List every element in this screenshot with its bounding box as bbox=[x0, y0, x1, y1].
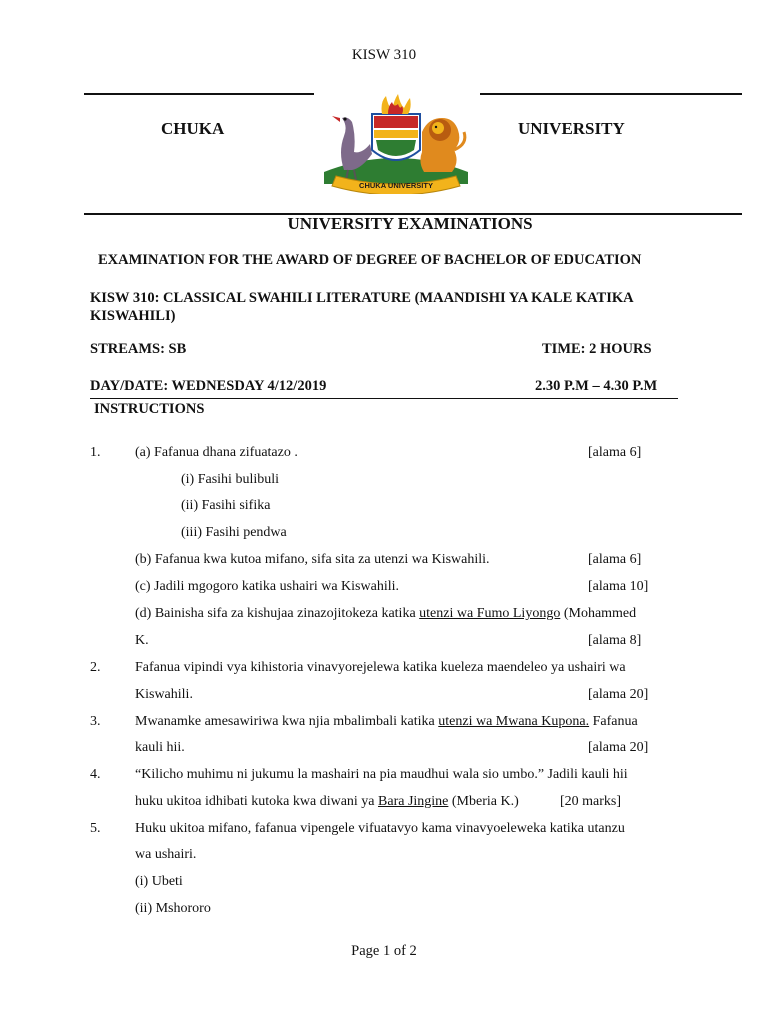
q5-item-ii: (ii) Mshororo bbox=[135, 901, 211, 916]
exam-time-range: 2.30 P.M – 4.30 P.M bbox=[535, 378, 658, 394]
q3-text-pre: Mwanamke amesawiriwa kwa njia mbalimbali katika bbox=[135, 714, 439, 729]
q1a-marks: [alama 6] bbox=[588, 445, 642, 460]
q1a-text: (a) Fafanua dhana zifuatazo . bbox=[135, 445, 298, 460]
q1b-text: (b) Fafanua kwa kutoa mifano, sifa sita za utenzi wa Kiswahili. bbox=[135, 552, 490, 567]
q3-text-line-2: kauli hii. bbox=[135, 740, 185, 755]
q1a-item-ii: (ii) Fasihi sifika bbox=[181, 498, 271, 513]
q4-number: 4. bbox=[90, 767, 101, 782]
header-rule-right bbox=[480, 93, 742, 95]
institution-name-left: CHUKA bbox=[161, 119, 225, 138]
q1a-item-i: (i) Fasihi bulibuli bbox=[181, 472, 279, 487]
q1d-text-pre: (d) Bainisha sifa za kishujaa zinazojitokeza katika bbox=[135, 606, 420, 621]
q1d-text-line-2: K. bbox=[135, 633, 149, 648]
q5-text-line-2: wa ushairi. bbox=[135, 847, 197, 862]
instructions-rule bbox=[90, 398, 678, 399]
q4-marks: [20 marks] bbox=[560, 794, 622, 809]
q4-text-post: (Mberia K.) bbox=[448, 794, 519, 809]
course-title bbox=[90, 289, 680, 325]
logo-motto: CHUKA UNIVERSITY bbox=[359, 181, 433, 190]
q3-work-title: utenzi wa Mwana Kupona. bbox=[438, 714, 590, 729]
q4-work-title: Bara Jingine bbox=[378, 794, 449, 809]
q4-text-line-1: “Kilicho muhimu ni jukumu la mashairi na pia maudhui wala sio umbo.” Jadili kauli hii bbox=[135, 767, 628, 782]
course-code-header: KISW 310 bbox=[351, 47, 417, 63]
header-rule-left bbox=[84, 93, 314, 95]
coat-of-arms-icon bbox=[314, 92, 478, 194]
exam-date: DAY/DATE: WEDNESDAY 4/12/2019 bbox=[90, 378, 327, 394]
course-title-line-1: KISW 310: CLASSICAL SWAHILI LITERATURE (MAANDISHI YA KALE KATIKA bbox=[90, 290, 634, 306]
q1c-marks: [alama 10] bbox=[588, 579, 649, 594]
instructions-label: INSTRUCTIONS bbox=[94, 401, 205, 417]
exam-duration: TIME: 2 HOURS bbox=[542, 341, 652, 357]
exam-heading: UNIVERSITY EXAMINATIONS bbox=[287, 214, 533, 233]
q1d-marks: [alama 8] bbox=[588, 633, 642, 648]
q2-marks: [alama 20] bbox=[588, 687, 649, 702]
q5-text-line-1: Huku ukitoa mifano, fafanua vipengele vifuatavyo kama vinavyoeleweka katika utanzu bbox=[135, 821, 625, 836]
q1d-text-post: (Mohammed bbox=[560, 606, 637, 621]
streams: STREAMS: SB bbox=[90, 341, 187, 357]
q1c-text: (c) Jadili mgogoro katika ushairi wa Kiswahili. bbox=[135, 579, 399, 594]
q1b-marks: [alama 6] bbox=[588, 552, 642, 567]
q1d-text bbox=[135, 605, 636, 623]
q1-number: 1. bbox=[90, 445, 101, 460]
q3-number: 3. bbox=[90, 714, 101, 729]
q4-text-pre: huku ukitoa idhibati kutoka kwa diwani ya bbox=[135, 794, 379, 809]
q3-text-post: Fafanua bbox=[589, 714, 638, 729]
q4-text-line-2 bbox=[135, 793, 519, 811]
university-logo bbox=[314, 92, 478, 194]
course-title-line-2: KISWAHILI) bbox=[90, 308, 176, 324]
exam-award-line: EXAMINATION FOR THE AWARD OF DEGREE OF BACHELOR OF EDUCATION bbox=[98, 252, 642, 268]
q1d-work-title: utenzi wa Fumo Liyongo bbox=[419, 606, 561, 621]
q2-text-line-2: Kiswahili. bbox=[135, 687, 193, 702]
q2-text-line-1: Fafanua vipindi vya kihistoria vinavyorejelewa katika kueleza maendeleo ya ushairi wa bbox=[135, 660, 626, 675]
page-number: Page 1 of 2 bbox=[351, 943, 417, 959]
q1a-item-iii: (iii) Fasihi pendwa bbox=[181, 525, 287, 540]
q5-number: 5. bbox=[90, 821, 101, 836]
q3-marks: [alama 20] bbox=[588, 740, 649, 755]
q5-item-i: (i) Ubeti bbox=[135, 874, 183, 889]
q3-text-line-1 bbox=[135, 713, 638, 731]
institution-name-right: UNIVERSITY bbox=[518, 119, 625, 138]
q2-number: 2. bbox=[90, 660, 101, 675]
